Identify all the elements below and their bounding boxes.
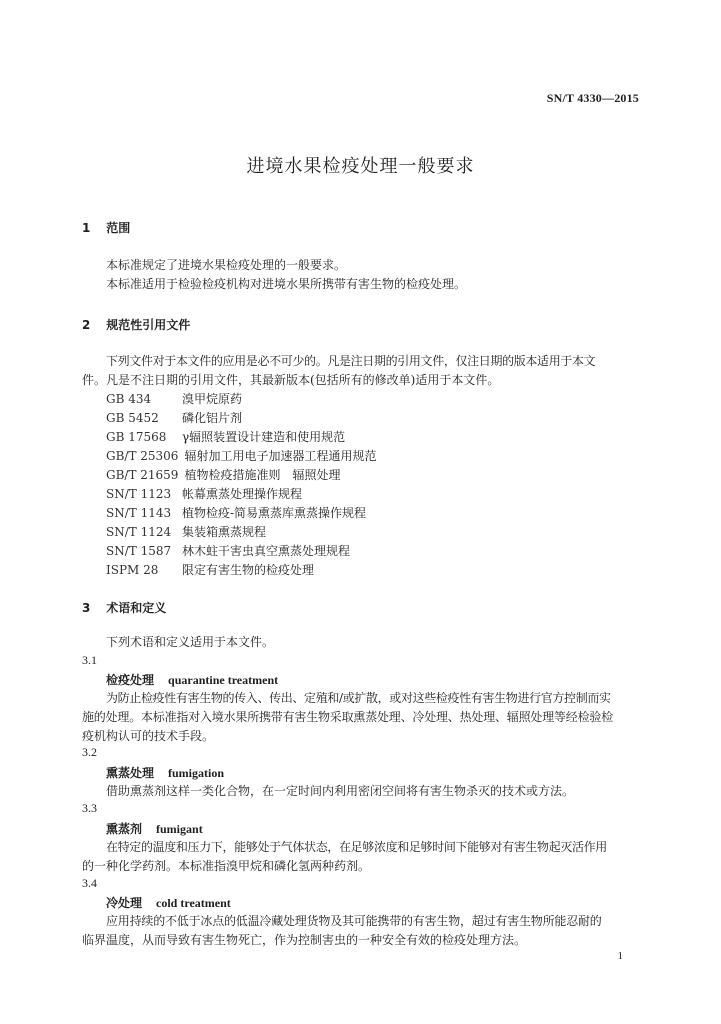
- term-definition-line: 疫机构认可的技术手段。: [82, 729, 215, 743]
- section-title: 范围: [106, 221, 131, 235]
- term-heading: [106, 820, 203, 837]
- term-number: 3.1: [82, 653, 97, 667]
- reference-code: ISPM 28: [106, 563, 159, 577]
- reference-title: 限定有害生物的检疫处理: [182, 563, 315, 577]
- reference-code: SN/T 1124: [106, 525, 172, 539]
- page-number: 1: [617, 950, 623, 962]
- reference-code: GB/T 21659: [106, 468, 179, 482]
- reference-item: [106, 561, 314, 578]
- term-number: 3.2: [82, 745, 97, 759]
- reference-title: 帐幕熏蒸处理操作规程: [182, 487, 303, 501]
- terms-intro: 下列术语和定义适用于本文件。: [106, 635, 275, 649]
- reference-code: SN/T 1123: [106, 487, 172, 501]
- reference-code: GB 5452: [106, 411, 159, 425]
- reference-item: [106, 428, 345, 445]
- term-chinese: 熏蒸剂: [106, 822, 143, 836]
- term-definition-line: 借助熏蒸剂这样一类化合物，在一定时间内利用密闭空间将有害生物杀灭的技术或方法。: [106, 784, 575, 798]
- standard-code: SN/T 4330—2015: [546, 91, 639, 105]
- scope-paragraph-2: 本标准适用于检验检疫机构对进境水果所携带有害生物的检疫处理。: [106, 277, 467, 291]
- normative-intro-line-1: 下列文件对于本文件的应用是必不可少的。凡是注日期的引用文件，仅注日期的版本适用于本文: [106, 354, 596, 368]
- section-2-heading: [82, 316, 190, 333]
- reference-title: 集装箱熏蒸规程: [182, 525, 267, 539]
- reference-title: 磷化铝片剂: [182, 411, 243, 425]
- normative-intro-line-2: 件。凡是不注日期的引用文件，其最新版本(包括所有的修改单)适用于本文件。: [82, 373, 500, 387]
- term-heading: [106, 764, 224, 781]
- term-definition-line: 在特定的温度和压力下，能够处于气体状态，在足够浓度和足够时间下能够对有害生物起灭活作用: [106, 840, 607, 854]
- reference-title: 辐射加工用电子加速器工程通用规范: [184, 449, 377, 463]
- section-3-heading: [82, 599, 166, 616]
- term-english: fumigation: [168, 766, 225, 780]
- reference-item: [106, 409, 242, 426]
- reference-code: GB 17568: [106, 430, 167, 444]
- term-definition-line: 的一种化学药剂。本标准指溴甲烷和磷化氢两种药剂。: [82, 859, 371, 873]
- term-chinese: 冷处理: [106, 896, 143, 910]
- reference-item: [106, 504, 366, 521]
- term-chinese: 检疫处理: [106, 673, 155, 687]
- reference-code: GB/T 25306: [106, 449, 179, 463]
- document-title: 进境水果检疫处理一般要求: [246, 156, 475, 177]
- section-1-heading: [82, 219, 130, 236]
- term-heading: [106, 894, 231, 911]
- section-title: 术语和定义: [106, 601, 167, 615]
- reference-item: [106, 542, 350, 559]
- term-english: quarantine treatment: [168, 673, 279, 687]
- term-definition-line: 应用持续的不低于冰点的低温冷藏处理货物及其可能携带的有害生物，超过有害生物所能忍耐的: [106, 914, 602, 928]
- term-english: fumigant: [156, 822, 203, 836]
- reference-item: [106, 447, 376, 464]
- reference-title: γ辐照装置设计建造和使用规范: [182, 430, 346, 444]
- reference-code: SN/T 1143: [106, 506, 172, 520]
- term-english: cold treatment: [156, 896, 231, 910]
- reference-title: 林木蛀干害虫真空熏蒸处理规程: [182, 544, 351, 558]
- reference-code: SN/T 1587: [106, 544, 172, 558]
- scope-paragraph-1: 本标准规定了进境水果检疫处理的一般要求。: [106, 258, 347, 272]
- reference-item: [106, 523, 266, 540]
- reference-title: 植物检疫措施准则 辐照处理: [184, 468, 341, 482]
- reference-item: [106, 390, 242, 407]
- term-number: 3.4: [82, 876, 97, 890]
- term-number: 3.3: [82, 801, 97, 815]
- term-chinese: 熏蒸处理: [106, 766, 155, 780]
- reference-title: 植物检疫-简易熏蒸库熏蒸操作规程: [182, 506, 367, 520]
- section-number: 3: [82, 601, 91, 615]
- reference-item: [106, 466, 340, 483]
- section-title: 规范性引用文件: [106, 318, 191, 332]
- section-number: 1: [82, 221, 91, 235]
- term-definition-line: 施的处理。本标准指对入境水果所携带有害生物采取熏蒸处理、冷处理、热处理、辐照处理等经检验检: [82, 710, 614, 724]
- term-definition-line: 为防止检疫性有害生物的传入、传出、定殖和/或扩散，或对这些检疫性有害生物进行官方控制而实: [106, 691, 611, 705]
- reference-title: 溴甲烷原药: [182, 392, 243, 406]
- reference-code: GB 434: [106, 392, 152, 406]
- section-number: 2: [82, 318, 91, 332]
- reference-item: [106, 485, 302, 502]
- term-definition-line: 临界温度，从而导致有害生物死亡，作为控制害虫的一种安全有效的检疫处理方法。: [82, 933, 527, 947]
- term-heading: [106, 671, 278, 688]
